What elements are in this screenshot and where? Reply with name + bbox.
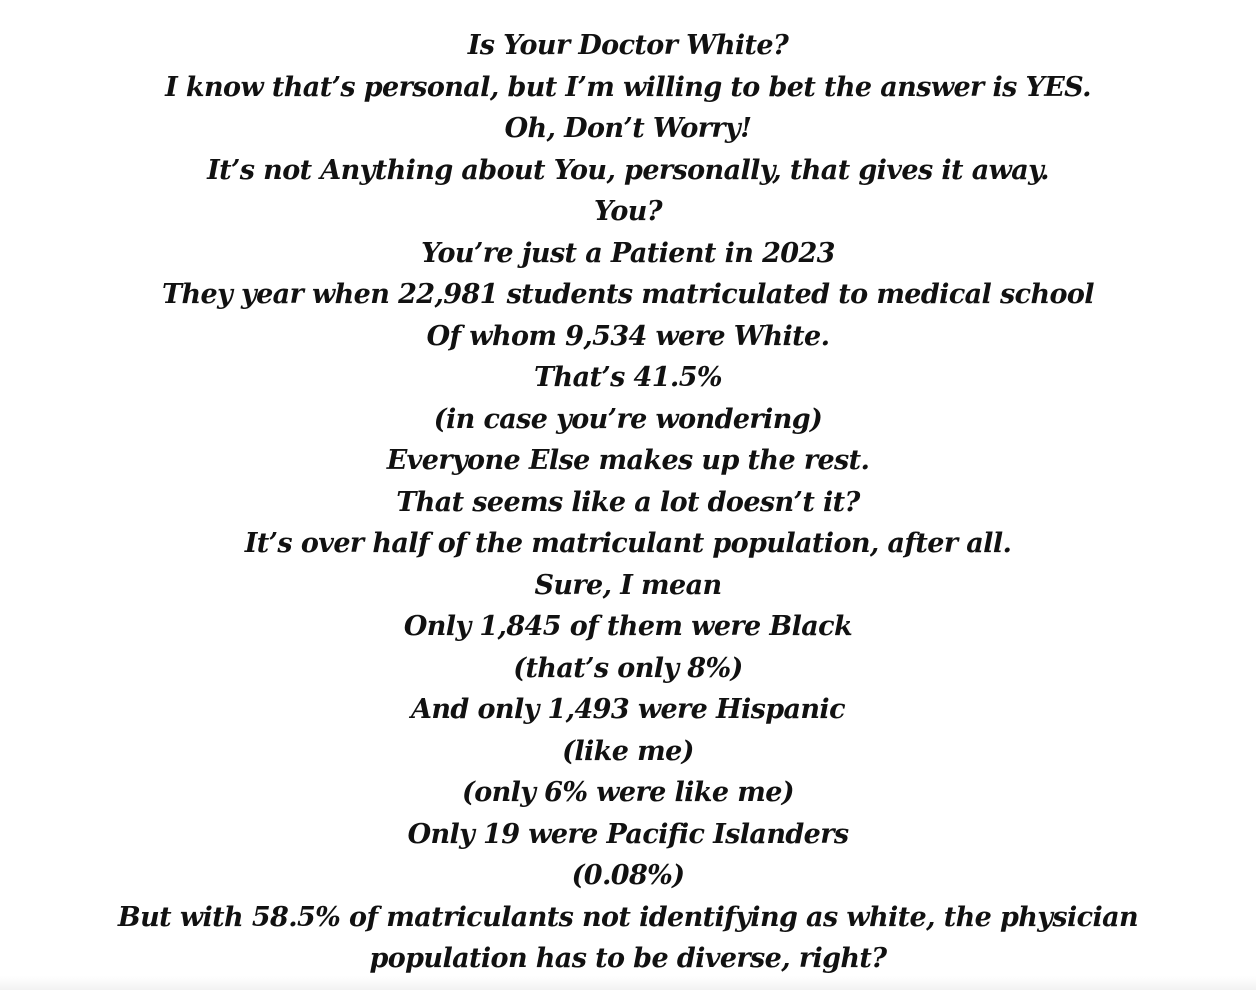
- poem-line: (like me): [562, 735, 694, 767]
- poem-line: (that’s only 8%): [513, 652, 743, 684]
- poem-line: I know that’s personal, but I’m willing to bet the answer is YES.: [165, 71, 1091, 103]
- poem-line: Only 19 were Pacific Islanders: [407, 818, 849, 850]
- poem-line: That seems like a lot doesn’t it?: [396, 486, 860, 518]
- poem-line: You?: [594, 196, 662, 227]
- poem-line: Of whom 9,534 were White.: [426, 320, 830, 352]
- poem-line: That’s 41.5%: [534, 362, 722, 393]
- poem-line: It’s not Anything about You, personally, that gives it away.: [207, 154, 1049, 186]
- poem-line: And only 1,493 were Hispanic: [411, 694, 845, 725]
- poem-title: Is Your Doctor White?: [467, 30, 789, 61]
- poem-line: (0.08%): [571, 860, 685, 891]
- poem-line: It’s over half of the matriculant population, after all.: [244, 528, 1012, 559]
- poem-line: Oh, Don’t Worry!: [504, 113, 752, 144]
- poem-line: You’re just a Patient in 2023: [421, 237, 835, 269]
- poem-text-block: [0, 25, 1256, 980]
- poem-closing-line: But with 58.5% of matriculants not identifying as white, the physician population has to be diverse, right?: [117, 901, 1139, 974]
- poem-line: (only 6% were like me): [462, 777, 794, 808]
- poem-line: Sure, I mean: [534, 569, 722, 601]
- poem-line: Everyone Else makes up the rest.: [386, 445, 870, 476]
- bottom-edge-shadow: [0, 976, 1256, 990]
- poem-line: Only 1,845 of them were Black: [403, 611, 853, 642]
- poem-line: (in case you’re wondering): [433, 403, 823, 435]
- poem-line: They year when 22,981 students matriculated to medical school: [162, 279, 1094, 310]
